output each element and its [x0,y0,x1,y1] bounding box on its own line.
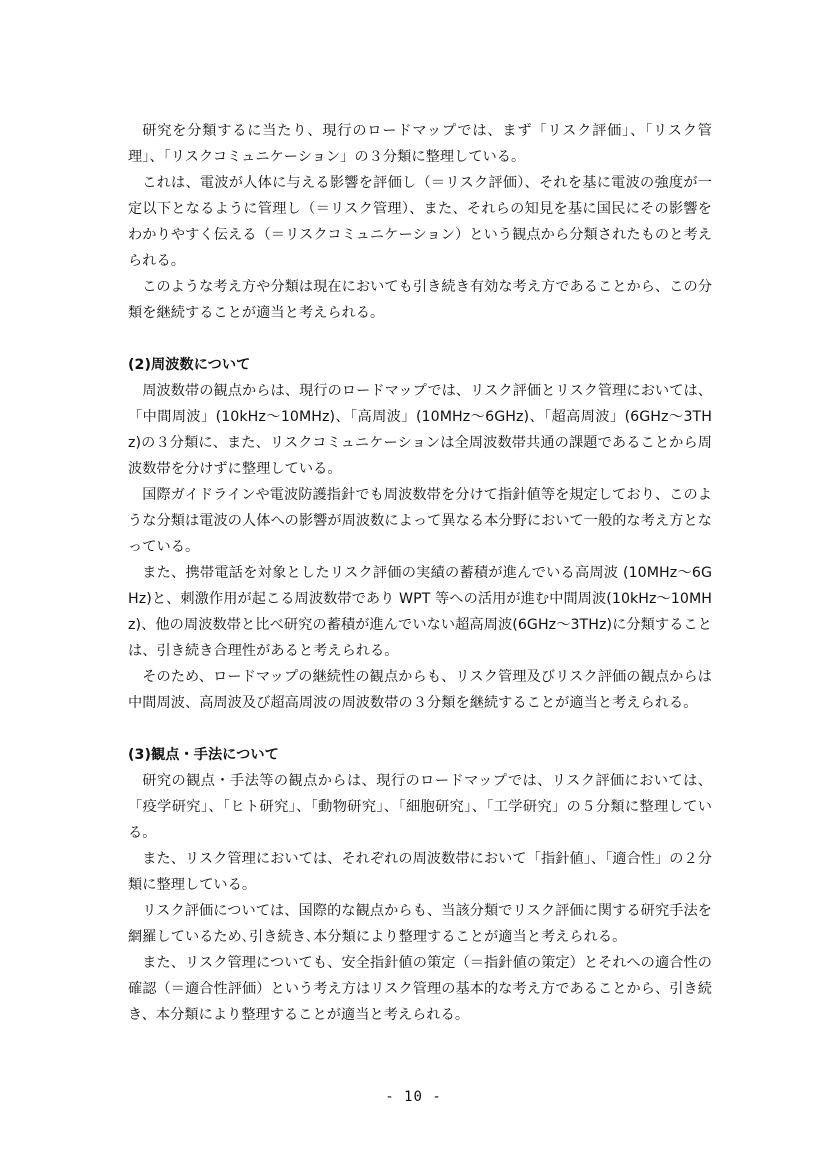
frequency-paragraph-1: 周波数帯の観点からは、現行のロードマップでは、リスク評価とリスク管理においては、「中間周波」(10kHz～10MHz)、「高周波」(10MHz～6GHz)、「超高周波」(6GHz～3THz)の３分類に、また、リスクコミュニケーションは全周波数帯共通の課題であることから周波数帯を分けずに整理している。 [128,383,712,477]
section-spacer [128,716,712,742]
intro-paragraph-3: このような考え方や分類は現在においても引き続き有効な考え方であることから、この分類を継続することが適当と考えられる。 [128,279,712,321]
frequency-paragraph-2: 国際ガイドラインや電波防護指針でも周波数帯を分けて指針値等を規定しており、このような分類は電波の人体への影響が周波数によって異なる本分野において一般的な考え方となっている。 [128,487,712,555]
intro-paragraph-2: これは、電波が人体に与える影響を評価し（＝リスク評価）、それを基に電波の強度が一定以下となるように管理し（＝リスク管理）、また、それらの知見を基に国民にその影響をわかりやすく伝える（＝リスクコミュニケーション）という観点から分類されたものと考えられる。 [128,175,712,269]
section-heading-methods: (3)観点・手法について [128,747,279,763]
section-spacer [128,326,712,352]
methods-paragraph-1: 研究の観点・手法等の観点からは、現行のロードマップでは、リスク評価においては、「疫学研究」、「ヒト研究」、「動物研究」、「細胞研究」、「工学研究」の５分類に整理している。 [128,773,712,841]
document-body [128,118,712,1028]
methods-paragraph-2: また、リスク管理においては、それぞれの周波数帯において「指針値」、「適合性」の２分類に整理している。 [128,851,712,893]
frequency-paragraph-3: また、携帯電話を対象としたリスク評価の実績の蓄積が進んでいる高周波 (10MHz～6GHz)と、刺激作用が起こる周波数帯であり WPT 等への活用が進む中間周波(10kHz～10MHz)、他の周波数帯と比べ研究の蓄積が進んでいない超高周波(6GHz～3THz)に分類することは、引き続き合理性があると考えられる。 [128,565,712,659]
methods-paragraph-3: リスク評価については、国際的な観点からも、当該分類でリスク評価に関する研究手法を網羅しているため､引き続き､本分類により整理することが適当と考えられる。 [128,903,712,945]
section-heading-frequency: (2)周波数について [128,357,251,373]
methods-paragraph-4: また、リスク管理についても、安全指針値の策定（＝指針値の策定）とそれへの適合性の確認（＝適合性評価）という考え方はリスク管理の基本的な考え方であることから、引き続き、本分類により整理することが適当と考えられる。 [128,955,712,1023]
intro-paragraph-1: 研究を分類するに当たり、現行のロードマップでは、まず「リスク評価」、「リスク管理」、「リスクコミュニケーション」の３分類に整理している。 [128,123,712,165]
page-number: - 10 - [385,1089,442,1105]
frequency-paragraph-4: そのため、ロードマップの継続性の観点からも、リスク管理及びリスク評価の観点からは中間周波、高周波及び超高周波の周波数帯の３分類を継続することが適当と考えられる。 [128,669,712,711]
